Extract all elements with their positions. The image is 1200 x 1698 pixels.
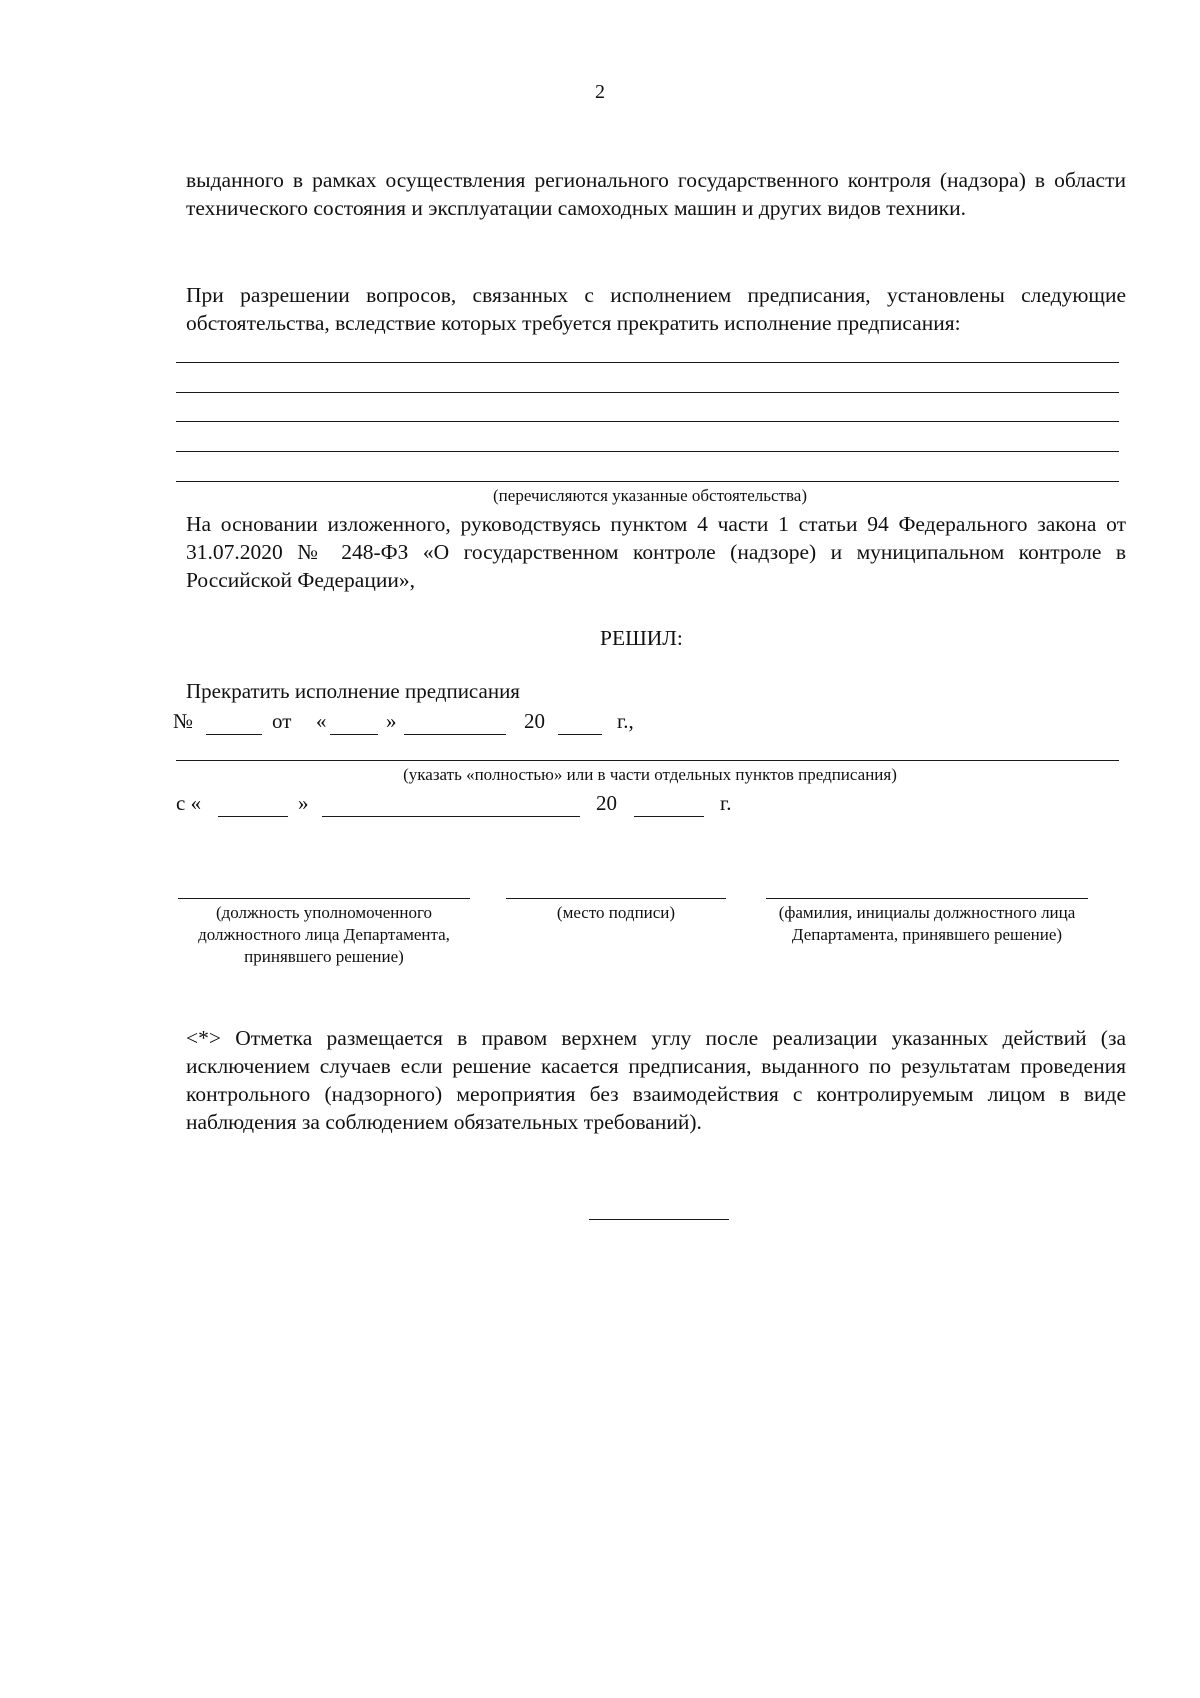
- circumstances-paragraph: При разрешении вопросов, связанных с исполнением предписания, установлены следующие обстоятельства, вследствие которых требуется прекратить исполнение предписания:: [186, 283, 1126, 335]
- since-quote-close: »: [298, 791, 309, 815]
- name-caption: (фамилия, инициалы должностного лица Департамента, принявшего решение): [778, 903, 1076, 944]
- place-signature-line[interactable]: [506, 898, 726, 899]
- scope-blank-line[interactable]: [176, 760, 1119, 761]
- scope-caption: (указать «полностью» или в части отдельных пунктов предписания): [403, 765, 897, 784]
- since-year-prefix: 20: [596, 791, 617, 815]
- blank-line: [176, 392, 1119, 393]
- blank-line: [176, 451, 1119, 452]
- decision-heading: РЕШИЛ:: [600, 626, 683, 650]
- since-day-field[interactable]: [218, 816, 288, 817]
- name-signature-line[interactable]: [766, 898, 1088, 899]
- blank-line: [176, 481, 1119, 482]
- blank-line: [176, 362, 1119, 363]
- place-caption: (место подписи): [556, 903, 676, 922]
- terminate-text: Прекратить исполнение предписания: [186, 679, 520, 703]
- number-sign: №: [173, 709, 194, 733]
- footnote: <*> Отметка размещается в правом верхнем углу после реализации указанных действий (за исключением случаев если решение касается предписания, выданного по результатам проведения контрольного (надзорного) мероприятия без взаимодействия с контролируемым лицом в виде наблюдения за соблюдением обязательных требований).: [186, 1026, 1126, 1134]
- end-separator: [589, 1219, 729, 1220]
- month-field[interactable]: [404, 734, 506, 735]
- prescription-number-field[interactable]: [206, 734, 262, 735]
- day-field[interactable]: [330, 734, 378, 735]
- day-quote-close: »: [386, 709, 397, 733]
- since-year-suffix: г.: [720, 791, 732, 815]
- year-suffix: г.,: [617, 709, 634, 733]
- page-number: 2: [595, 81, 605, 103]
- position-caption: (должность уполномоченного должностного лица Департамента, принявшего решение): [198, 903, 450, 966]
- intro-paragraph: выданного в рамках осуществления регионального государственного контроля (надзора) в области технического состояния и эксплуатации самоходных машин и других видов техники.: [186, 168, 1126, 220]
- year-field[interactable]: [558, 734, 602, 735]
- blank-line: [176, 421, 1119, 422]
- from-word: от: [272, 709, 292, 733]
- since-prefix: с «: [176, 791, 202, 815]
- circumstances-caption: (перечисляются указанные обстоятельства): [493, 486, 807, 505]
- since-month-field[interactable]: [322, 816, 580, 817]
- legal-basis-paragraph: На основании изложенного, руководствуясь пунктом 4 части 1 статьи 94 Федерального закона от 31.07.2020 № 248-ФЗ «О государственном контроле (надзоре) и муниципальном контроле в Российской Федерации»,: [186, 512, 1126, 592]
- position-signature-line[interactable]: [178, 898, 470, 899]
- year-prefix: 20: [524, 709, 545, 733]
- since-year-field[interactable]: [634, 816, 704, 817]
- day-quote-open: «: [316, 709, 327, 733]
